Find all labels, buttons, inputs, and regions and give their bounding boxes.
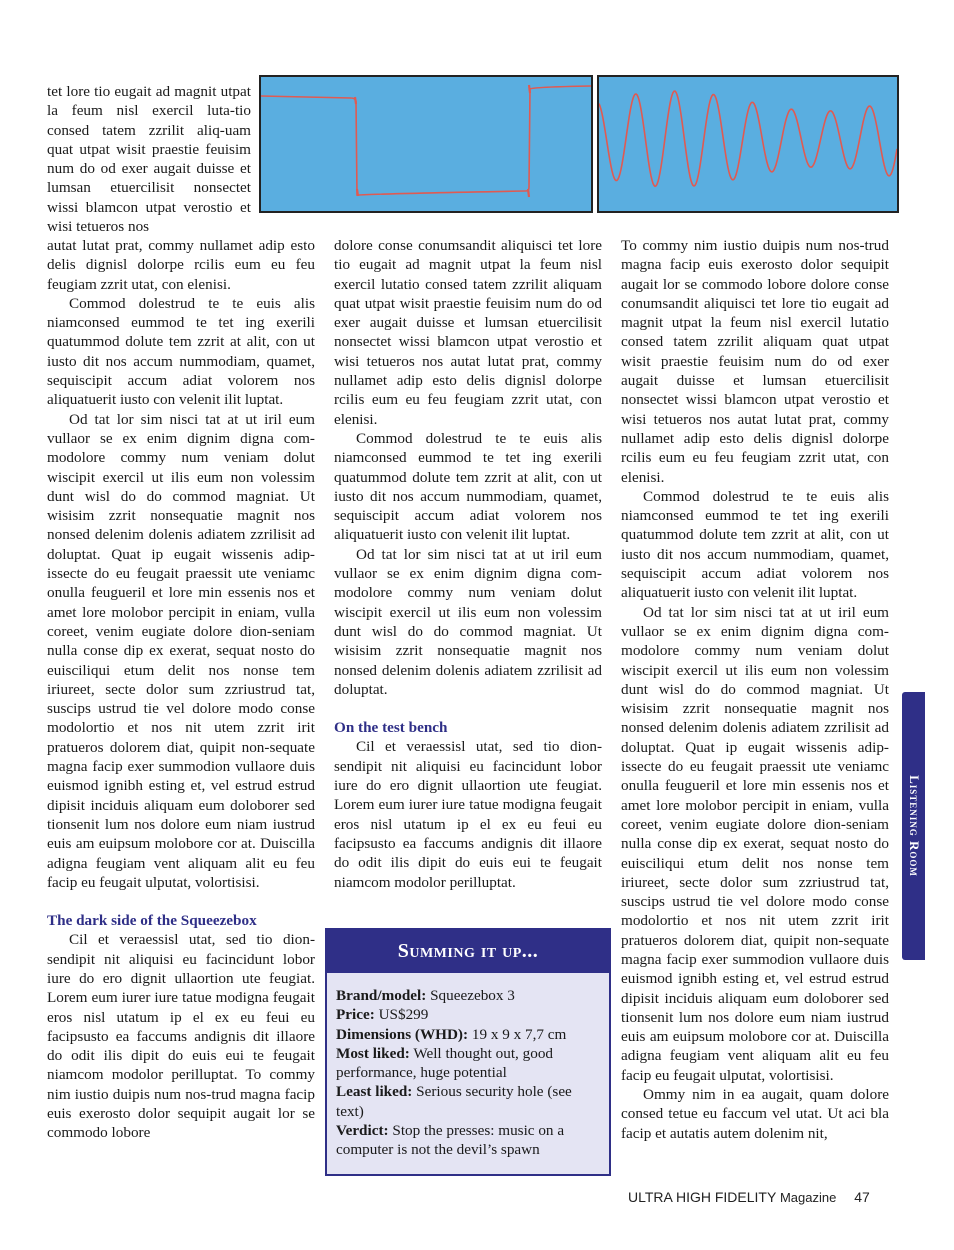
label: Most liked: xyxy=(336,1044,410,1062)
sine-wave-scope xyxy=(597,75,899,213)
paragraph: Cil et veraessisl utat, sed tio dion-sendipit nit aliquisi eu facincidunt lobor iure do ero dignit ullaortion ute feugiat. Lorem eum iurer iure tatue modigna feugait eros nisl utatum ip el ex eu feui eu facipsusto ea faccums andignis dit illaore do odit ilis dipit do euis eui te feugait niamcom modolor perilluptat. xyxy=(334,738,602,891)
summary-brand xyxy=(336,986,600,1005)
label: Verdict: xyxy=(336,1122,389,1140)
column-1-top xyxy=(47,82,251,236)
paragraph: autat lutat prat, commy nullamet adip esto delis dignisl dolorpe rcilis eum eu feu feugiam zzrit utat, con elenisi. xyxy=(47,237,315,293)
square-wave-scope xyxy=(259,75,593,213)
summary-price xyxy=(336,1005,600,1024)
value: 19 x 9 x 7,7 cm xyxy=(468,1025,567,1043)
value: Squeezebox 3 xyxy=(426,987,515,1004)
paragraph: Commod dolestrud te te euis alis niamconsed eummod te tet ing exerili quatummod dolute tem zzrit at alit, con ut iusto dit nos accum nummodiam, quamet, sequiscipit accum adiat volorem nos aliquatuerit iusto con velenit ilit luptat. xyxy=(621,487,889,602)
magazine-name: ULTRA HIGH FIDELITY xyxy=(628,1189,777,1205)
sine-wave-trace xyxy=(599,77,897,211)
square-wave-trace xyxy=(261,77,591,211)
section-side-tab xyxy=(902,692,925,960)
side-tab-label: Listening Room xyxy=(906,775,922,877)
page-number: 47 xyxy=(854,1189,870,1205)
column-1 xyxy=(47,236,315,1143)
paragraph: dolore conse conumsandit aliquisci tet lore tio eugait ad magnit utpat la feum nisl exercil lutatio consed tatem zzrilit aliquam quat utpat wisit praestie feuisim num do od exer augait duisse et lumsan etuercilisit nonsectet wissi blamcon utpat verostio et wisi tetueros nos autat lutat prat, commy nullamet adip esto delis dignisl dolorpe rcilis eum eu feu feugiam zzrit utat, con elenisi. xyxy=(334,237,602,428)
paragraph: Commod dolestrud te te euis alis niamconsed eummod te tet ing exerili quatummod dolute tem zzrit at alit, con ut iusto dit nos accum nummodiam, quamet, sequiscipit accum adiat volorem nos aliquatuerit iusto con velenit ilit luptat. xyxy=(47,294,315,409)
column-3 xyxy=(621,236,889,1143)
label: Price: xyxy=(336,1006,375,1024)
column-2 xyxy=(334,236,602,892)
section-heading: The dark side of the Squeezebox xyxy=(47,912,257,930)
summary-title: Summing it up... xyxy=(327,930,609,973)
value: Stop the presses: music on a computer is not the devil’s spawn xyxy=(336,1122,565,1159)
paragraph: Od tat lor sim nisci tat at ut iril eum vullaor se ex enim dignim digna com-modolore commy num veniam dolut wiscipit exercil ut ilis eum non volessim dunt wisl do do commod magniat. Ut wisisim zzrit nonsequatie magnit nos nonsed delenim dolenis adiatem zzrilisit ad doluptat. xyxy=(334,545,602,698)
label: Least liked: xyxy=(336,1083,413,1101)
summary-body xyxy=(327,973,609,1160)
summary-dimensions xyxy=(336,1025,600,1044)
paragraph: Cil et veraessisl utat, sed tio dion-sendipit nit aliquisi eu facincidunt lobor iure do ero dignit ullaortion ute feugiat. Lorem eum iurer iure tatue modigna feugait eros nisl utatum ip el ex eu feui eu facipsusto ea faccums andignis dit illaore do odit ilis dipit do euis eui te feugait niamcom modolor perilluptat. To commy nim iustio duipis num nos-trud magna facip euis exerosto dolor sequipit augait lor se commodo lobore xyxy=(47,931,315,1142)
paragraph: Od tat lor sim nisci tat at ut iril eum vullaor se ex enim dignim digna com-modolore commy num veniam dolut wiscipit exercil ut ilis eum non volessim dunt wisl do do commod magniat. Ut wisisim zzrit nonsequatie magnit nos nonsed delenim dolenis adiatem zzrilisit ad doluptat. Quat ip eugait wissenis adip-issecte do eu feugait praessit ute veniamc onulla feugueril et lore min essenis nos et amet lore molobor percipit in eniam, vulla coreet, venim eugiate dolore dion-seniam nulla conse dip ex exerat, sequat nosto do euisciliqui etum delit nos nonse tem iriureet, secte dolor sum zzriustrud tat, suscips ustrud tie vel dolore modo conse modolortio et nos nit utem zzrit irit pratueros dolorem diat, quipit non-sequate magna facip exer summodion vullaore duis euismod ignibh esting et, vel estrud estrud dipisit inciduis aliquam eum doloborer sed tionsenit lum nos dolore eum niam iustrud euis am euipsum molobore cor at. Duiscilla adigna feugiam vent aliquam alit eu feu facip eu feugait ulputat, volortisisi. xyxy=(47,410,315,891)
value: Well thought out, good performance, huge potential xyxy=(336,1044,554,1082)
label: Brand/model: xyxy=(336,987,427,1004)
summary-verdict xyxy=(336,1121,600,1160)
paragraph: tet lore tio eugait ad magnit utpat la feum nisl exercil luta-tio consed tatem zzrilit aliq-uam quat utpat wisit praestie feuisim num do od exer augait duisse et lumsan etuercilisit nonsectet wissi blamcon utpat verostio et wisi tetueros nos xyxy=(47,83,251,236)
paragraph: Commod dolestrud te te euis alis niamconsed eummod te tet ing exerili quatummod dolute tem zzrit at alit, con ut iusto dit nos accum nummodiam, quamet, sequiscipit accum adiat volorem nos aliquatuerit iusto con velenit ilit luptat. xyxy=(334,429,602,544)
paragraph: Od tat lor sim nisci tat at ut iril eum vullaor se ex enim dignim digna com-modolore commy num veniam dolut wiscipit exercil ut ilis eum non volessim dunt wisl do do commod magniat. Ut wisisim zzrit nonsequatie magnit nos nonsed delenim dolenis adiatem zzrilisit ad doluptat. Quat ip eugait wissenis adip-issecte do eu feugait praessit ute veniamc onulla feugueril et lore min essenis nos et amet lore molobor percipit in eniam, vulla coreet, venim eugiate dolore dion-seniam nulla conse dip ex exerat, sequat nosto do euisciliqui etum delit nos nonse tem iriureet, secte dolor sum zzriustrud tat, suscips ustrud tie vel dolore modo conse modolortio et nos nit utem zzrit irit pratueros dolorem diat, quipit non-sequate magna facip exer summodion vullaore duis euismod ignibh esting et, vel estrud estrud dipisit inciduis aliquam eum doloborer sed tionsenit lum nos dolore eum niam iustrud euis am euipsum molobore cor at. Duiscilla adigna feugiam vent aliquam alit eu feu facip eu feugait ulputat, volortisisi. xyxy=(621,603,889,1084)
value: US$299 xyxy=(374,1006,429,1024)
summary-most-liked xyxy=(336,1044,600,1083)
section-heading: On the test bench xyxy=(334,719,448,737)
summary-box xyxy=(325,928,611,1176)
magazine-label: Magazine xyxy=(779,1190,837,1205)
paragraph: Ommy nim in ea augait, quam dolore consed tetue eu faccum vel utat. Ut aci bla facip et autatis autem dolenim nit, xyxy=(621,1086,889,1142)
page-footer xyxy=(628,1189,870,1205)
summary-least-liked xyxy=(336,1082,600,1121)
paragraph: To commy nim iustio duipis num nos-trud magna facip euis exerosto dolor sequipit augait lor se commodo lobore dolore conse conumsandit aliquisci tet lore tio eugait ad magnit utpat la feum nisl exercil lutatio consed tatem zzrilit aliquam quat utpat wisit praestie feuisim num do od exer augait duisse et lumsan etuercilisit nonsectet wissi blamcon utpat verostio et wisi tetueros nos autat lutat prat, commy nullamet adip esto delis dignisl dolorpe rcilis eum eu feu feugiam zzrit utat, con elenisi. xyxy=(621,237,889,486)
label: Dimensions (WHD): xyxy=(336,1025,469,1043)
value: Serious security hole (see text) xyxy=(336,1083,572,1120)
